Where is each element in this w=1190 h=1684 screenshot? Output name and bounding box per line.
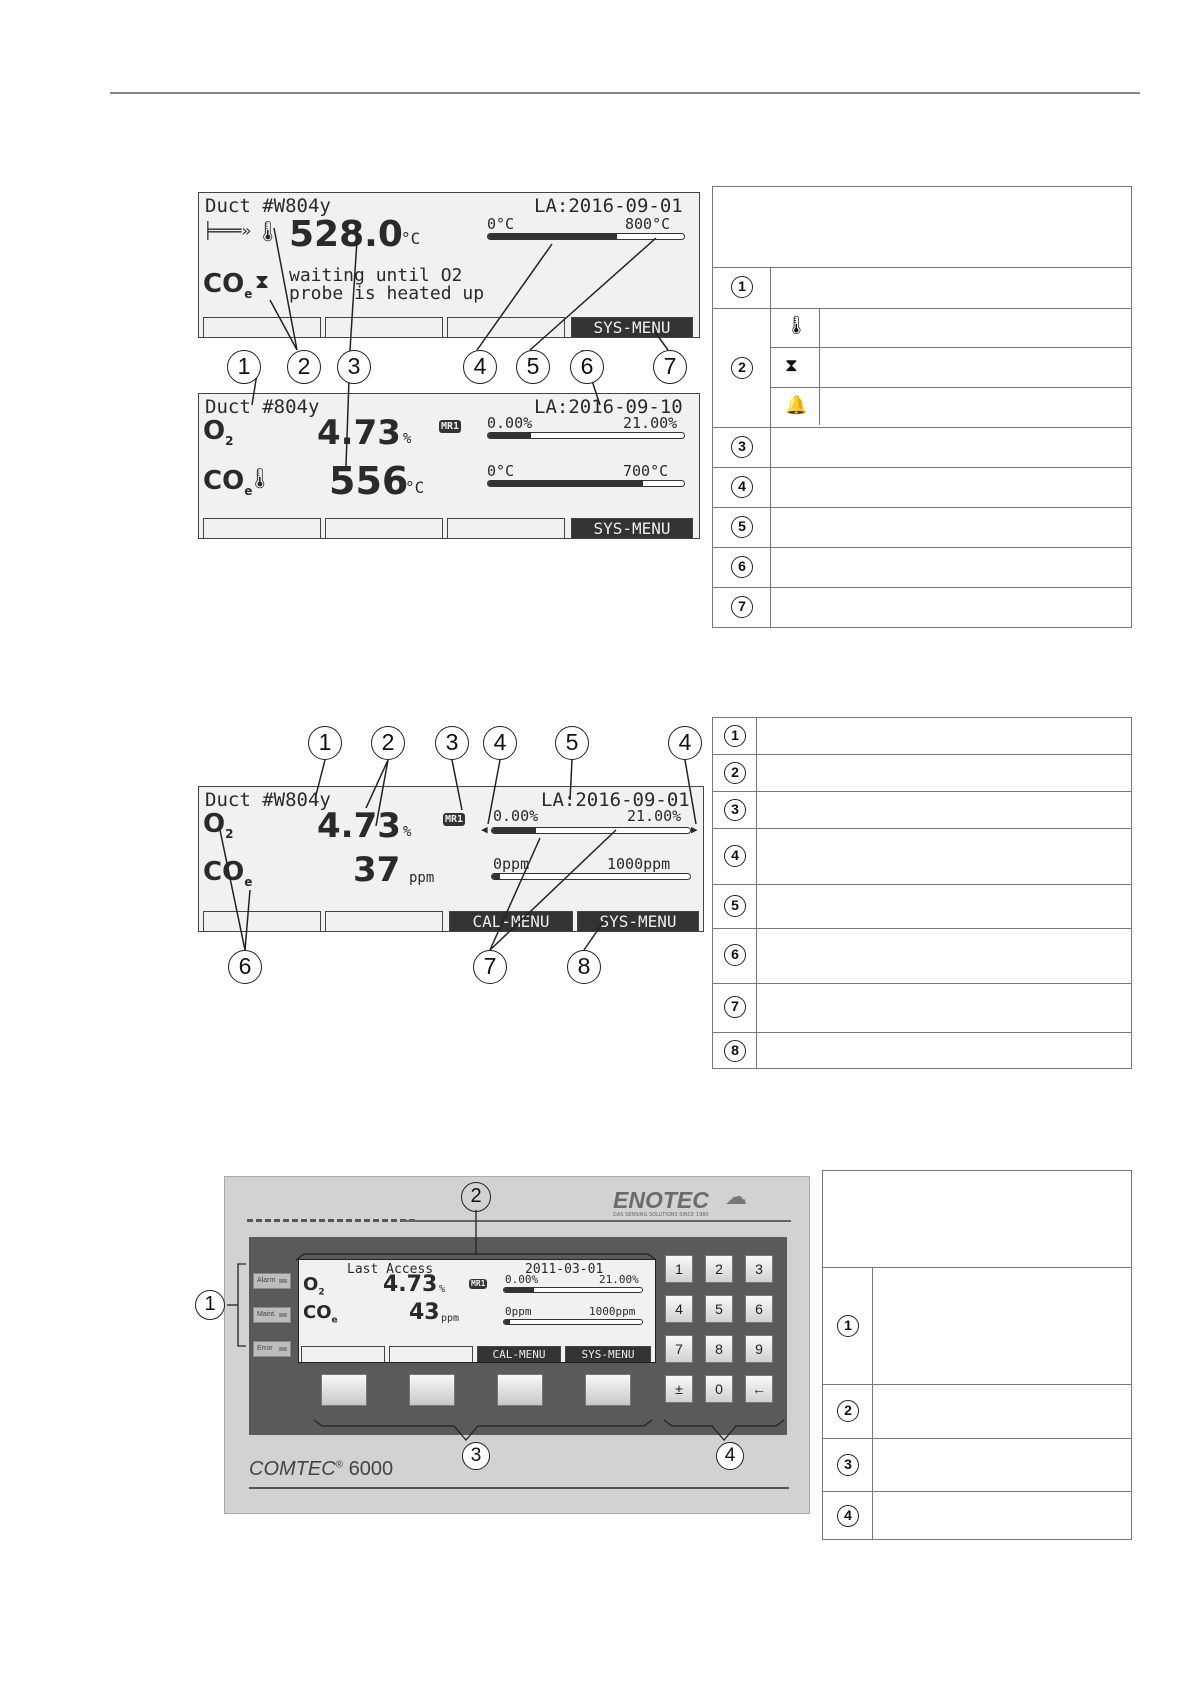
table-num-1: 1 [724, 725, 746, 747]
keypad-key-0[interactable]: 0 [705, 1375, 733, 1403]
softkey-2[interactable] [325, 518, 443, 538]
last-access-label: Last Access [347, 1262, 434, 1277]
sys-menu-softkey[interactable]: SYS-MENU [571, 518, 693, 538]
callout-3: 3 [337, 350, 371, 384]
table-num-1: 1 [837, 1315, 859, 1337]
thermometer-rising-icon: 🌡 [785, 315, 808, 336]
temperature-bar [487, 233, 685, 240]
softkey-2[interactable] [325, 911, 443, 931]
last-access: LA:2016-09-01 [541, 789, 690, 811]
table-num-5: 5 [724, 895, 746, 917]
o2-value: 4.73 [317, 806, 401, 846]
o2-range-max: 21.00% [623, 414, 678, 432]
table-num-6: 6 [731, 556, 753, 578]
co-value: 43 [409, 1300, 440, 1325]
cal-menu-softkey[interactable]: CAL-MENU [449, 911, 573, 931]
o2-label: $O_2$ [203, 809, 234, 842]
temp-range-min: 0°C [487, 462, 515, 480]
softkey-3[interactable] [447, 317, 565, 337]
table-num-7: 7 [724, 996, 746, 1018]
mr1-badge: MR1 [471, 1279, 486, 1288]
keypad-key-3[interactable]: 3 [745, 1255, 773, 1283]
table-num-2: 2 [731, 357, 753, 379]
brand-tagline: GAS SENSING SOLUTIONS SINCE 1980 [613, 1212, 709, 1218]
limit-arrow-right-icon: ▶ [691, 823, 698, 836]
callout-1: 1 [227, 350, 261, 384]
keypad-key-9[interactable]: 9 [745, 1335, 773, 1363]
lcd-screen-heating [198, 192, 700, 338]
keypad-key-8[interactable]: 8 [705, 1335, 733, 1363]
duct-name: Duct #804y [205, 396, 320, 418]
callout-1: 1 [195, 1290, 225, 1320]
keypad-key-5[interactable]: 5 [705, 1295, 733, 1323]
co-range-max: 1000ppm [589, 1305, 636, 1318]
thermometer-rising-icon: 🌡 [255, 219, 281, 243]
keypad-key-6[interactable]: 6 [745, 1295, 773, 1323]
o2-range-min: 0.00% [493, 807, 539, 825]
temperature-unit: °C [405, 478, 425, 497]
softkey-1[interactable] [203, 518, 321, 538]
limit-arrow-left-icon: ◀ [481, 823, 488, 836]
softkey-2[interactable] [389, 1346, 473, 1362]
function-key-2[interactable] [409, 1374, 455, 1406]
range-min: 0°C [487, 215, 515, 233]
softkey-1[interactable] [301, 1346, 385, 1362]
brand-rule [401, 1220, 791, 1222]
table-num-6: 6 [724, 944, 746, 966]
softkey-3[interactable] [447, 518, 565, 538]
table-num-2: 2 [724, 762, 746, 784]
table-num-4: 4 [731, 476, 753, 498]
duct-name: Duct #W804y [205, 195, 331, 217]
o2-value: 4.73 [383, 1272, 438, 1297]
last-access-date: 2011-03-01 [525, 1262, 604, 1277]
keypad-key-4[interactable]: 4 [665, 1295, 693, 1323]
temperature-value: 528.0 [289, 214, 403, 255]
temperature-value: 556 [329, 459, 409, 503]
dashed-rule [247, 1219, 415, 1222]
sys-menu-softkey[interactable]: SYS-MENU [571, 317, 693, 337]
keypad-key-sign[interactable]: ± [665, 1375, 693, 1403]
callout-6: 6 [228, 950, 262, 984]
tree-logo-icon: ☁ [725, 1185, 747, 1210]
maintenance-led: Maint. [253, 1307, 291, 1323]
co-range-min: 0ppm [505, 1305, 532, 1318]
callout-3: 3 [462, 1442, 490, 1470]
softkey-1[interactable] [203, 911, 321, 931]
lcd-screen-measuring [198, 393, 700, 539]
callout-7: 7 [653, 350, 687, 384]
alarm-bell-icon: 🔔 [785, 395, 808, 416]
callout-1: 1 [308, 726, 342, 760]
keypad-key-7[interactable]: 7 [665, 1335, 693, 1363]
softkey-2[interactable] [325, 317, 443, 337]
o2-unit: % [403, 824, 412, 840]
callout-8: 8 [567, 950, 601, 984]
co-range-max: 1000ppm [607, 855, 671, 873]
message-line-1: waiting until O2 [289, 265, 463, 286]
o2-bar [487, 432, 685, 439]
probe-icon: ╞═══» [203, 221, 252, 240]
callout-3: 3 [435, 726, 469, 760]
brand-logo: ENOTEC [613, 1187, 709, 1213]
co-unit: ppm [409, 870, 435, 886]
callout-4: 4 [483, 726, 517, 760]
keypad-key-1[interactable]: 1 [665, 1255, 693, 1283]
table-num-1: 1 [731, 276, 753, 298]
table-num-5: 5 [731, 516, 753, 538]
table-num-7: 7 [731, 596, 753, 618]
last-access: LA:2016-09-01 [534, 195, 683, 217]
co-label: $CO_e$ [203, 857, 253, 890]
thermometer-icon: 🌡 [247, 466, 273, 490]
mr1-badge: MR1 [441, 421, 460, 432]
table-num-4: 4 [837, 1505, 859, 1527]
co-bar [491, 873, 691, 880]
callout-4: 4 [716, 1442, 744, 1470]
callout-2: 2 [371, 726, 405, 760]
cal-menu-softkey[interactable]: CAL-MENU [477, 1346, 561, 1362]
alarm-led: Alarm [253, 1273, 291, 1289]
temp-range-max: 700°C [623, 462, 669, 480]
o2-label: $O_2$ [303, 1274, 325, 1298]
o2-bar [503, 1287, 643, 1293]
mr1-badge: MR1 [445, 814, 464, 825]
callout-7: 7 [473, 950, 507, 984]
range-max: 800°C [625, 215, 671, 233]
message-line-2: probe is heated up [289, 283, 485, 304]
hourglass-icon: ⧗ [785, 355, 798, 376]
o2-unit: % [439, 1284, 446, 1295]
o2-range-max: 21.00% [599, 1273, 639, 1286]
callout-6: 6 [570, 350, 604, 384]
o2-value: 4.73 [317, 413, 401, 453]
table-num-4: 4 [724, 845, 746, 867]
header-rule [110, 92, 1140, 94]
o2-label: $O_2$ [203, 416, 234, 449]
o2-unit: % [403, 431, 412, 447]
co-range-min: 0ppm [493, 855, 530, 873]
lcd-screen-annotated [198, 786, 704, 932]
o2-bar [491, 827, 691, 834]
callout-5: 5 [555, 726, 589, 760]
table-num-2: 2 [837, 1400, 859, 1422]
temperature-bar [487, 480, 685, 487]
function-key-3[interactable] [497, 1374, 543, 1406]
callout-5: 5 [516, 350, 550, 384]
co-label: $CO_e$ [303, 1302, 338, 1326]
o2-range-max: 21.00% [627, 807, 682, 825]
sys-menu-softkey[interactable]: SYS-MENU [565, 1346, 651, 1362]
function-key-1[interactable] [321, 1374, 367, 1406]
o2-range-min: 0.00% [487, 414, 533, 432]
temperature-unit: °C [401, 229, 421, 248]
legend-table-3 [822, 1170, 1132, 1540]
last-access: LA:2016-09-10 [534, 396, 683, 418]
o2-range-min: 0.00% [505, 1273, 539, 1286]
table-num-8: 8 [724, 1040, 746, 1062]
function-key-4[interactable] [585, 1374, 631, 1406]
keypad-key-backspace[interactable]: ← [745, 1375, 773, 1403]
sys-menu-softkey[interactable]: SYS-MENU [577, 911, 699, 931]
co-label: $CO_e$ [203, 466, 253, 499]
table-num-3: 3 [724, 799, 746, 821]
keypad-key-2[interactable]: 2 [705, 1255, 733, 1283]
callout-2: 2 [287, 350, 321, 384]
model-rule [249, 1487, 789, 1489]
table-num-3: 3 [837, 1454, 859, 1476]
device-lcd [298, 1259, 656, 1363]
co-bar [503, 1319, 643, 1325]
hourglass-icon: ⧗ [255, 269, 270, 293]
error-led: Error [253, 1341, 291, 1357]
callout-2: 2 [461, 1182, 491, 1212]
softkey-1[interactable] [203, 317, 321, 337]
duct-name: Duct #W804y [205, 789, 331, 811]
callout-4: 4 [463, 350, 497, 384]
co-value: 37 [353, 850, 401, 890]
legend-table-1 [712, 186, 1132, 628]
legend-table-2 [712, 717, 1132, 1069]
model-name: COMTEC® 6000 [249, 1458, 394, 1480]
co-unit: ppm [441, 1313, 460, 1324]
co-label: $CO_e$ [203, 269, 253, 302]
table-num-3: 3 [731, 436, 753, 458]
callout-4b: 4 [668, 726, 702, 760]
